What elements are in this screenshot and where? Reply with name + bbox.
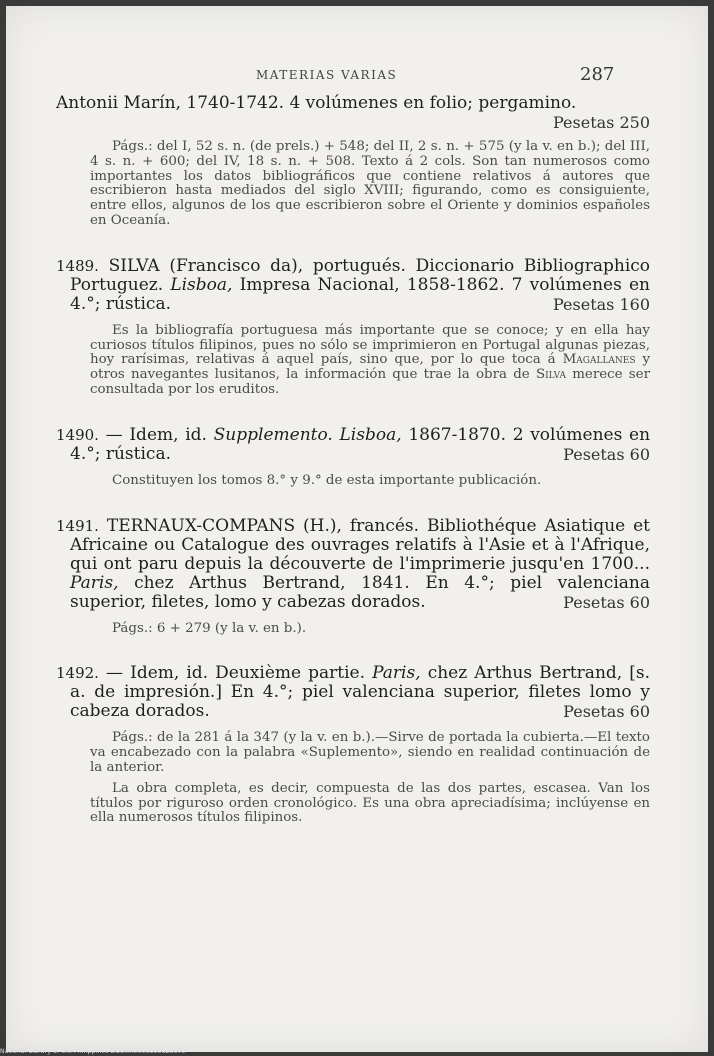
entry-1491-number: 1491. — [56, 516, 99, 535]
entry-1492-number: 1492. — [56, 664, 99, 683]
continued-entry-note: Págs.: del I, 52 s. n. (de prels.) + 548; del II, 2 s. n. + 575 (y la v. en b.); del III, 4 s. n. + 600; del IV, 18 s. n. + 508. Texto á 2 cols. Son tan numerosos como importantes los datos bibliográficos que contiene relativos á autores que escribieron hasta mediados del siglo XVIII; figurando, como es consiguiente, entre ellos, algunos de los que escribieron sobre el Oriente y dominios españoles en Oceanía. — [90, 139, 650, 228]
entry-1492-place: Paris, — [372, 663, 421, 684]
entry-1492-price: Pesetas 60 — [563, 702, 650, 722]
entry-1491-price: Pesetas 60 — [563, 592, 650, 612]
entry-1489-name-silva: Silva — [535, 367, 566, 383]
book-page — [6, 6, 708, 1052]
entry-1492-text-b: chez Arthus Bertrand, [s. a. de impresión.] En 4.°; piel valenciana superior, filetes lomo y cabeza dorados. — [70, 663, 651, 722]
entry-1489-number: 1489. — [56, 256, 99, 275]
entry-1492-text-a: — Idem, id. Deuxième partie. — [106, 663, 366, 684]
entry-1491-text-a: TERNAUX-COMPANS (H.), francés. Bibliothéque Asiatique et Africaine ou Catalogue des ouvrages relatifs à l'Asie et à l'Afrique, qui ont paru depuis la découverte de l'imprimerie jusqu'en 1700... — [70, 515, 651, 574]
page-body — [56, 94, 650, 826]
entry-1491-text-b: chez Arthus Bertrand, 1841. En 4.°; piel valenciana superior, filetes, lomo y cabezas dorados. — [70, 572, 650, 612]
entry-1491-note: Págs.: 6 + 279 (y la v. en b.). — [112, 620, 307, 636]
entry-1492-note-a: Págs.: de la 281 á la 347 (y la v. en b.).—Sirve de portada la cubierta.—El texto va encabezado con la palabra «Suplemento», siendo en realidad continuación de la anterior. — [90, 730, 650, 775]
continued-entry-price: Pesetas 250 — [553, 113, 650, 132]
entry-1491 — [56, 517, 650, 612]
entry-1492-note-b: La obra completa, es decir, compuesta de las dos partes, escasea. Van los títulos por riguroso orden cronológico. Es una obra apreciadísima; inclúyense en ella numerosos títulos filipinos. — [90, 780, 650, 826]
entry-1489-author: SILVA (Francisco da), portugués. — [108, 255, 406, 276]
continued-entry — [56, 94, 650, 113]
scan-credit: National Library of the Philippines DO3HR00003958239T9 — [0, 1048, 186, 1055]
entry-1489 — [56, 257, 650, 314]
entry-1489-title: Diccionario Bibliographico Portuguez. — [70, 255, 651, 295]
entry-1490-title: Supplemento. Lisboa, — [213, 424, 402, 445]
entry-1490-text-a: — Idem, id. — [105, 424, 207, 445]
entry-1489-note-c: merece ser consultada por los eruditos. — [90, 367, 650, 397]
entry-1489-note-b: y otros navegantes lusitanos, la información que trae la obra de — [90, 352, 651, 383]
entry-1489-price: Pesetas 160 — [553, 294, 650, 314]
entry-1489-imprint: Impresa Nacional, 1858-1862. 7 volúmenes en 4.°; rústica. — [70, 274, 650, 314]
entry-1489-note-a: Es la bibliografía portuguesa más importante que se conoce; y en ella hay curiosos títulos filipinos, pues no sólo se imprimieron en Portugal algunas piezas, hoy rarísimas, relativas á aquel país, sino que, por lo que toca á — [90, 322, 650, 368]
entry-1492 — [56, 664, 650, 721]
page-header — [6, 64, 708, 94]
entry-1490-text-b: 1867-1870. 2 volúmenes en 4.°; rústica. — [70, 424, 651, 464]
entry-1490 — [56, 426, 650, 464]
entry-1490-number: 1490. — [56, 425, 99, 444]
page-number: 287 — [580, 64, 615, 85]
entry-1491-place: Paris, — [70, 572, 119, 593]
running-head: MATERIAS VARIAS — [256, 68, 398, 82]
entry-1489-place: Lisboa, — [170, 274, 233, 295]
entry-1489-note — [56, 324, 650, 398]
entry-1490-note: Constituyen los tomos 8.° y 9.° de esta importante publicación. — [112, 472, 542, 488]
continued-entry-text: Antonii Marín, 1740-1742. 4 volúmenes en folio; pergamino. — [56, 93, 577, 113]
entry-1490-price: Pesetas 60 — [563, 444, 650, 464]
entry-1489-name-magallanes: Magallanes — [562, 352, 636, 368]
